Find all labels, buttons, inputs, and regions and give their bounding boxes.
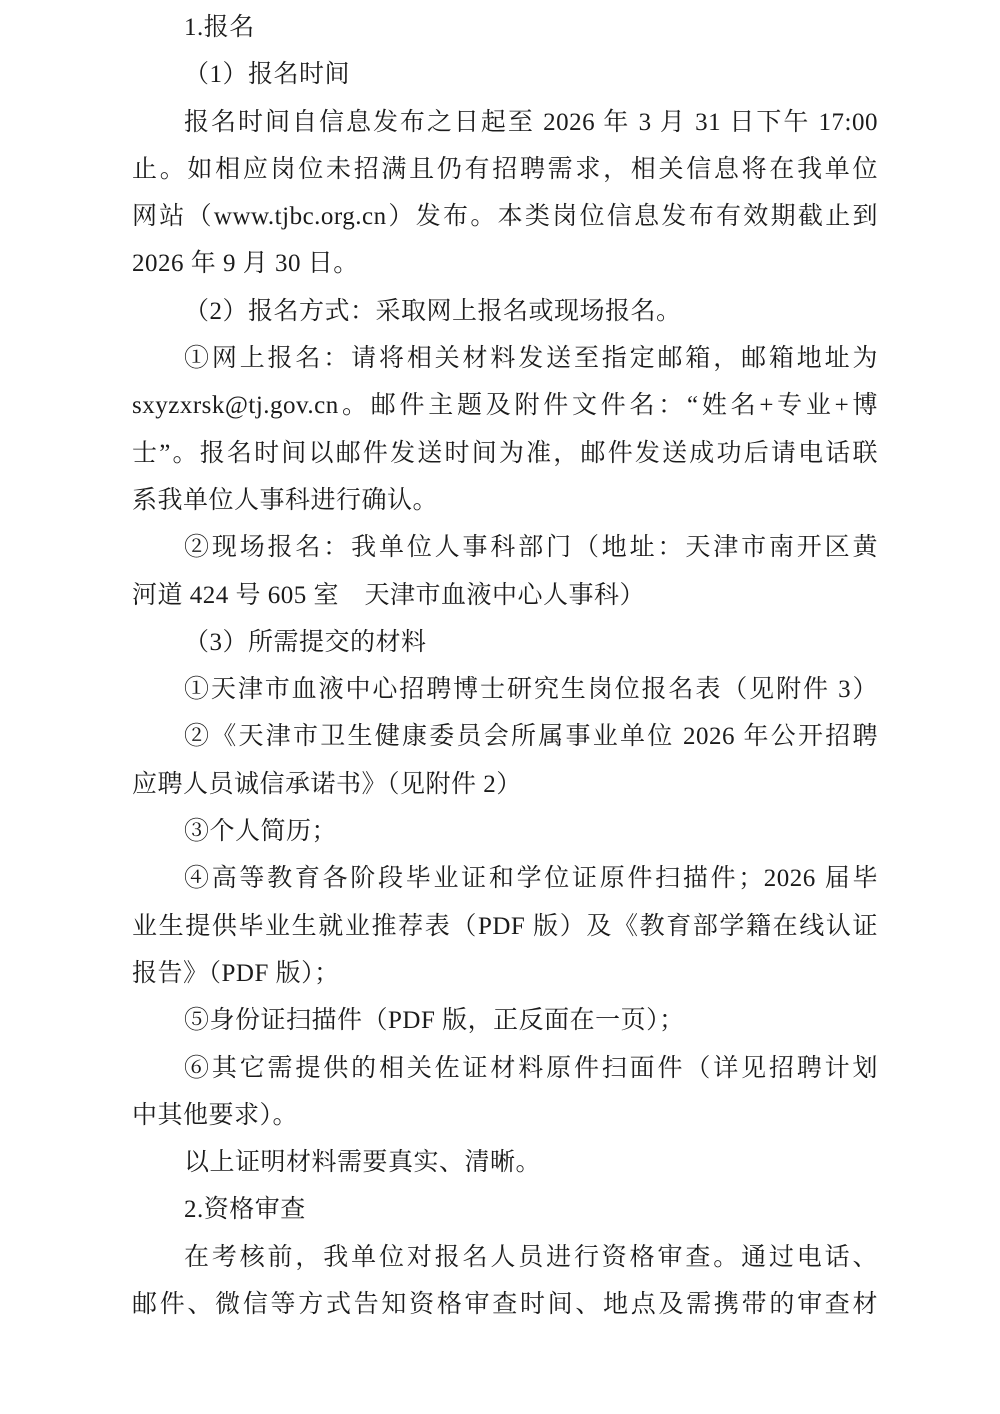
text-line: 以上证明材料需要真实、清晰。	[184, 1149, 542, 1177]
text-line: 中其他要求）。	[132, 1101, 299, 1129]
text-line: 报告》（PDF 版）；	[132, 959, 340, 987]
text-line: ②《天津市卫生健康委员会所属事业单位 2026 年公开招聘	[184, 723, 878, 751]
text-line: （2）报名方式：采取网上报名或现场报名。	[184, 297, 682, 325]
text-line: （1）报名时间	[184, 61, 351, 89]
text-line: ⑤身份证扫描件（PDF 版，正反面在一页）；	[184, 1007, 685, 1035]
text-line: 2026 年 9 月 30 日。	[132, 250, 359, 278]
text-line: ①网上报名：请将相关材料发送至指定邮箱，邮箱地址为	[184, 345, 878, 373]
text-line: 河道 424 号 605 室 天津市血液中心人事科）	[132, 581, 646, 609]
text-line: 业生提供毕业生就业推荐表（PDF 版）及《教育部学籍在线认证	[132, 912, 878, 940]
text-line: ④高等教育各阶段毕业证和学位证原件扫描件；2026 届毕	[184, 865, 878, 893]
text-line: 系我单位人事科进行确认。	[132, 486, 439, 514]
text-line: ②现场报名：我单位人事科部门（地址：天津市南开区黄	[184, 534, 878, 562]
text-line: 邮件、微信等方式告知资格审查时间、地点及需携带的审查材	[132, 1291, 878, 1319]
text-line: ③个人简历；	[184, 818, 338, 846]
text-line: 网站（www.tjbc.org.cn）发布。本类岗位信息发布有效期截止到	[132, 203, 878, 231]
text-line: 在考核前，我单位对报名人员进行资格审查。通过电话、	[184, 1243, 878, 1271]
text-line: 1.报名	[184, 14, 255, 41]
text-line: （3）所需提交的材料	[184, 628, 427, 656]
text-line: 应聘人员诚信承诺书》（见附件 2）	[132, 770, 522, 798]
text-line: 止。如相应岗位未招满且仍有招聘需求，相关信息将在我单位	[132, 155, 878, 183]
document-body	[132, 4, 878, 1328]
text-line: sxyzxrsk@tj.gov.cn。邮件主题及附件文件名：“姓名+专业+博	[132, 392, 878, 420]
text-line: 士”。报名时间以邮件发送时间为准，邮件发送成功后请电话联	[132, 439, 878, 467]
text-line: 2.资格审查	[184, 1196, 306, 1224]
text-line: ⑥其它需提供的相关佐证材料原件扫面件（详见招聘计划	[184, 1054, 878, 1082]
text-line: 报名时间自信息发布之日起至 2026 年 3 月 31 日下午 17:00	[184, 108, 878, 136]
text-line: ①天津市血液中心招聘博士研究生岗位报名表（见附件 3）	[184, 676, 878, 704]
